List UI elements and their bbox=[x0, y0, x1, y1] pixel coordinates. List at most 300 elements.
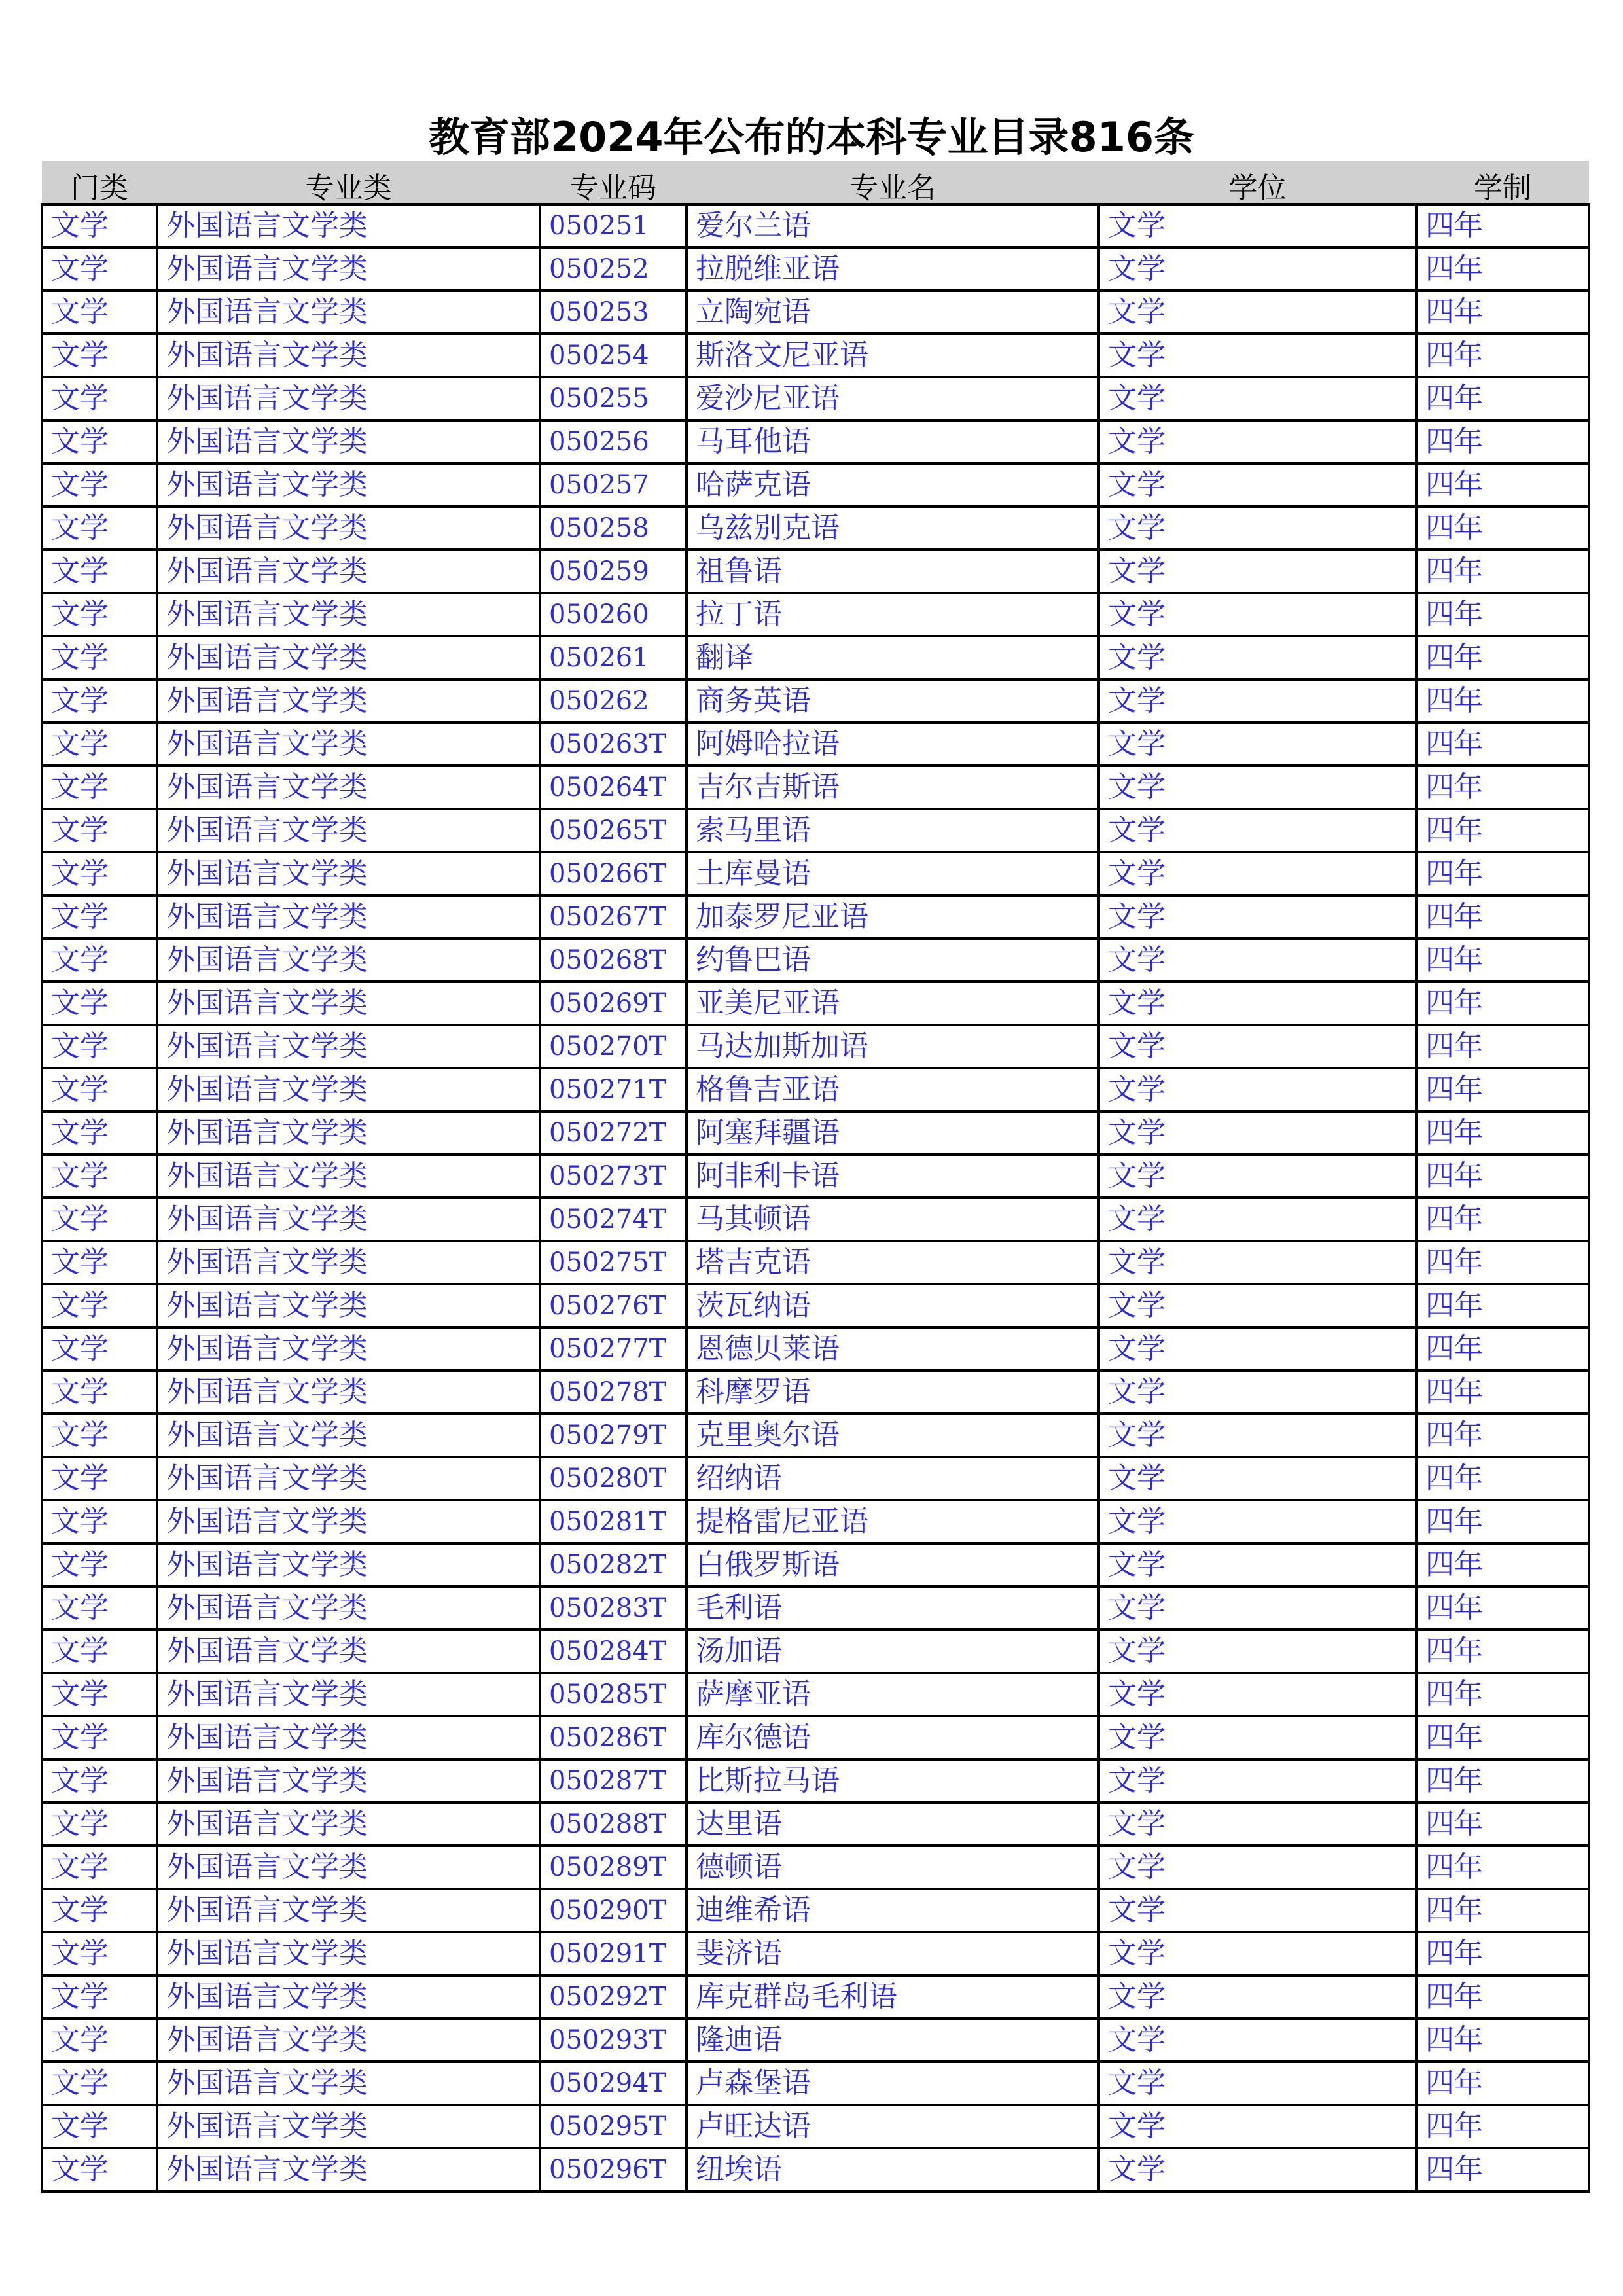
table-row bbox=[42, 809, 1589, 852]
major-name-cell: 索马里语 bbox=[687, 809, 1099, 852]
category-cell: 文学 bbox=[42, 550, 157, 593]
category-cell: 文学 bbox=[42, 1975, 157, 2018]
major-code-cell: 050258 bbox=[540, 507, 687, 550]
major-code-cell: 050286T bbox=[540, 1716, 687, 1759]
table-row bbox=[42, 1327, 1589, 1371]
degree-cell: 文学 bbox=[1099, 291, 1416, 334]
major-class-cell: 外国语言文学类 bbox=[157, 377, 540, 420]
table-row bbox=[42, 550, 1589, 593]
duration-cell: 四年 bbox=[1416, 1846, 1589, 1889]
major-name-cell: 约鲁巴语 bbox=[687, 939, 1099, 982]
major-name-cell: 茨瓦纳语 bbox=[687, 1284, 1099, 1327]
duration-cell: 四年 bbox=[1416, 1500, 1589, 1543]
table-row bbox=[42, 1025, 1589, 1068]
duration-cell: 四年 bbox=[1416, 593, 1589, 636]
duration-cell: 四年 bbox=[1416, 1327, 1589, 1371]
major-code-cell: 050294T bbox=[540, 2062, 687, 2105]
degree-cell: 文学 bbox=[1099, 2105, 1416, 2148]
major-name-cell: 马达加斯加语 bbox=[687, 1025, 1099, 1068]
category-cell: 文学 bbox=[42, 723, 157, 766]
table-row bbox=[42, 982, 1589, 1025]
major-code-cell: 050253 bbox=[540, 291, 687, 334]
category-cell: 文学 bbox=[42, 895, 157, 939]
column-header-category: 门类 bbox=[42, 161, 157, 204]
degree-cell: 文学 bbox=[1099, 1198, 1416, 1241]
major-code-cell: 050283T bbox=[540, 1587, 687, 1630]
major-name-cell: 汤加语 bbox=[687, 1630, 1099, 1673]
category-cell: 文学 bbox=[42, 1932, 157, 1975]
major-code-cell: 050274T bbox=[540, 1198, 687, 1241]
table-row bbox=[42, 1457, 1589, 1500]
category-cell: 文学 bbox=[42, 636, 157, 679]
major-name-cell: 亚美尼亚语 bbox=[687, 982, 1099, 1025]
degree-cell: 文学 bbox=[1099, 2018, 1416, 2062]
major-code-cell: 050257 bbox=[540, 463, 687, 507]
major-name-cell: 土库曼语 bbox=[687, 852, 1099, 895]
degree-cell: 文学 bbox=[1099, 1371, 1416, 1414]
major-class-cell: 外国语言文学类 bbox=[157, 939, 540, 982]
major-code-cell: 050270T bbox=[540, 1025, 687, 1068]
degree-cell: 文学 bbox=[1099, 1673, 1416, 1716]
table-row bbox=[42, 1155, 1589, 1198]
major-code-cell: 050295T bbox=[540, 2105, 687, 2148]
page-title: 教育部2024年公布的本科专业目录816条 bbox=[429, 113, 1194, 161]
table-row bbox=[42, 636, 1589, 679]
category-cell: 文学 bbox=[42, 939, 157, 982]
category-cell: 文学 bbox=[42, 982, 157, 1025]
table-row bbox=[42, 2105, 1589, 2148]
major-class-cell: 外国语言文学类 bbox=[157, 1759, 540, 1803]
duration-cell: 四年 bbox=[1416, 982, 1589, 1025]
category-cell: 文学 bbox=[42, 420, 157, 463]
category-cell: 文学 bbox=[42, 593, 157, 636]
duration-cell: 四年 bbox=[1416, 420, 1589, 463]
table-row bbox=[42, 1500, 1589, 1543]
major-class-cell: 外国语言文学类 bbox=[157, 1587, 540, 1630]
degree-cell: 文学 bbox=[1099, 550, 1416, 593]
major-code-cell: 050271T bbox=[540, 1068, 687, 1111]
major-code-cell: 050280T bbox=[540, 1457, 687, 1500]
major-code-cell: 050284T bbox=[540, 1630, 687, 1673]
major-class-cell: 外国语言文学类 bbox=[157, 809, 540, 852]
major-class-cell: 外国语言文学类 bbox=[157, 1025, 540, 1068]
category-cell: 文学 bbox=[42, 1025, 157, 1068]
table-row bbox=[42, 939, 1589, 982]
degree-cell: 文学 bbox=[1099, 939, 1416, 982]
major-class-cell: 外国语言文学类 bbox=[157, 507, 540, 550]
major-class-cell: 外国语言文学类 bbox=[157, 1975, 540, 2018]
degree-cell: 文学 bbox=[1099, 593, 1416, 636]
category-cell: 文学 bbox=[42, 1587, 157, 1630]
major-name-cell: 吉尔吉斯语 bbox=[687, 766, 1099, 809]
major-class-cell: 外国语言文学类 bbox=[157, 2148, 540, 2191]
category-cell: 文学 bbox=[42, 1327, 157, 1371]
degree-cell: 文学 bbox=[1099, 809, 1416, 852]
major-class-cell: 外国语言文学类 bbox=[157, 1889, 540, 1932]
major-class-cell: 外国语言文学类 bbox=[157, 1111, 540, 1155]
category-cell: 文学 bbox=[42, 1630, 157, 1673]
major-name-cell: 阿非利卡语 bbox=[687, 1155, 1099, 1198]
major-code-cell: 050293T bbox=[540, 2018, 687, 2062]
degree-cell: 文学 bbox=[1099, 1155, 1416, 1198]
degree-cell: 文学 bbox=[1099, 420, 1416, 463]
degree-cell: 文学 bbox=[1099, 1587, 1416, 1630]
table-row bbox=[42, 1587, 1589, 1630]
major-code-cell: 050267T bbox=[540, 895, 687, 939]
table-row bbox=[42, 723, 1589, 766]
major-code-cell: 050292T bbox=[540, 1975, 687, 2018]
major-name-cell: 商务英语 bbox=[687, 679, 1099, 723]
category-cell: 文学 bbox=[42, 1543, 157, 1587]
category-cell: 文学 bbox=[42, 1889, 157, 1932]
category-cell: 文学 bbox=[42, 1414, 157, 1457]
major-name-cell: 达里语 bbox=[687, 1803, 1099, 1846]
major-name-cell: 拉脱维亚语 bbox=[687, 247, 1099, 291]
major-class-cell: 外国语言文学类 bbox=[157, 1716, 540, 1759]
table-row bbox=[42, 2018, 1589, 2062]
major-class-cell: 外国语言文学类 bbox=[157, 1500, 540, 1543]
major-code-cell: 050279T bbox=[540, 1414, 687, 1457]
table-row bbox=[42, 1068, 1589, 1111]
major-class-cell: 外国语言文学类 bbox=[157, 1457, 540, 1500]
major-name-cell: 卢森堡语 bbox=[687, 2062, 1099, 2105]
major-name-cell: 哈萨克语 bbox=[687, 463, 1099, 507]
table-row bbox=[42, 1803, 1589, 1846]
category-cell: 文学 bbox=[42, 809, 157, 852]
category-cell: 文学 bbox=[42, 679, 157, 723]
major-name-cell: 比斯拉马语 bbox=[687, 1759, 1099, 1803]
category-cell: 文学 bbox=[42, 852, 157, 895]
major-name-cell: 马其顿语 bbox=[687, 1198, 1099, 1241]
category-cell: 文学 bbox=[42, 1803, 157, 1846]
major-code-cell: 050269T bbox=[540, 982, 687, 1025]
table-row bbox=[42, 377, 1589, 420]
degree-cell: 文学 bbox=[1099, 1241, 1416, 1284]
column-header-duration: 学制 bbox=[1416, 161, 1589, 204]
major-code-cell: 050272T bbox=[540, 1111, 687, 1155]
table-row bbox=[42, 1371, 1589, 1414]
major-name-cell: 阿姆哈拉语 bbox=[687, 723, 1099, 766]
major-name-cell: 提格雷尼亚语 bbox=[687, 1500, 1099, 1543]
table-row bbox=[42, 1241, 1589, 1284]
major-class-cell: 外国语言文学类 bbox=[157, 334, 540, 377]
major-name-cell: 爱沙尼亚语 bbox=[687, 377, 1099, 420]
duration-cell: 四年 bbox=[1416, 1025, 1589, 1068]
major-code-cell: 050262 bbox=[540, 679, 687, 723]
major-code-cell: 050264T bbox=[540, 766, 687, 809]
major-name-cell: 祖鲁语 bbox=[687, 550, 1099, 593]
table-row bbox=[42, 204, 1589, 247]
table-row bbox=[42, 1111, 1589, 1155]
duration-cell: 四年 bbox=[1416, 2105, 1589, 2148]
duration-cell: 四年 bbox=[1416, 2062, 1589, 2105]
major-class-cell: 外国语言文学类 bbox=[157, 1155, 540, 1198]
major-name-cell: 德顿语 bbox=[687, 1846, 1099, 1889]
degree-cell: 文学 bbox=[1099, 1803, 1416, 1846]
duration-cell: 四年 bbox=[1416, 723, 1589, 766]
table-row bbox=[42, 463, 1589, 507]
table-row bbox=[42, 420, 1589, 463]
major-class-cell: 外国语言文学类 bbox=[157, 1543, 540, 1587]
duration-cell: 四年 bbox=[1416, 247, 1589, 291]
duration-cell: 四年 bbox=[1416, 1889, 1589, 1932]
major-class-cell: 外国语言文学类 bbox=[157, 2018, 540, 2062]
major-class-cell: 外国语言文学类 bbox=[157, 247, 540, 291]
table-row bbox=[42, 593, 1589, 636]
category-cell: 文学 bbox=[42, 1284, 157, 1327]
degree-cell: 文学 bbox=[1099, 766, 1416, 809]
major-class-cell: 外国语言文学类 bbox=[157, 852, 540, 895]
duration-cell: 四年 bbox=[1416, 679, 1589, 723]
duration-cell: 四年 bbox=[1416, 1759, 1589, 1803]
major-class-cell: 外国语言文学类 bbox=[157, 1284, 540, 1327]
major-name-cell: 拉丁语 bbox=[687, 593, 1099, 636]
degree-cell: 文学 bbox=[1099, 723, 1416, 766]
major-name-cell: 克里奥尔语 bbox=[687, 1414, 1099, 1457]
duration-cell: 四年 bbox=[1416, 377, 1589, 420]
category-cell: 文学 bbox=[42, 2148, 157, 2191]
major-code-cell: 050281T bbox=[540, 1500, 687, 1543]
major-code-cell: 050289T bbox=[540, 1846, 687, 1889]
header-row bbox=[42, 161, 1589, 204]
duration-cell: 四年 bbox=[1416, 507, 1589, 550]
degree-cell: 文学 bbox=[1099, 2148, 1416, 2191]
major-name-cell: 恩德贝莱语 bbox=[687, 1327, 1099, 1371]
table-row bbox=[42, 1846, 1589, 1889]
major-name-cell: 立陶宛语 bbox=[687, 291, 1099, 334]
major-code-cell: 050282T bbox=[540, 1543, 687, 1587]
table-row bbox=[42, 247, 1589, 291]
duration-cell: 四年 bbox=[1416, 1716, 1589, 1759]
major-name-cell: 绍纳语 bbox=[687, 1457, 1099, 1500]
degree-cell: 文学 bbox=[1099, 1630, 1416, 1673]
table-row bbox=[42, 2148, 1589, 2191]
major-class-cell: 外国语言文学类 bbox=[157, 204, 540, 247]
table-row bbox=[42, 291, 1589, 334]
category-cell: 文学 bbox=[42, 1846, 157, 1889]
table-row bbox=[42, 1759, 1589, 1803]
degree-cell: 文学 bbox=[1099, 1543, 1416, 1587]
duration-cell: 四年 bbox=[1416, 1457, 1589, 1500]
duration-cell: 四年 bbox=[1416, 1111, 1589, 1155]
category-cell: 文学 bbox=[42, 2062, 157, 2105]
category-cell: 文学 bbox=[42, 1716, 157, 1759]
major-code-cell: 050259 bbox=[540, 550, 687, 593]
major-name-cell: 马耳他语 bbox=[687, 420, 1099, 463]
major-class-cell: 外国语言文学类 bbox=[157, 1803, 540, 1846]
major-class-cell: 外国语言文学类 bbox=[157, 463, 540, 507]
major-class-cell: 外国语言文学类 bbox=[157, 1327, 540, 1371]
duration-cell: 四年 bbox=[1416, 939, 1589, 982]
degree-cell: 文学 bbox=[1099, 679, 1416, 723]
major-name-cell: 爱尔兰语 bbox=[687, 204, 1099, 247]
major-name-cell: 迪维希语 bbox=[687, 1889, 1099, 1932]
major-name-cell: 乌兹别克语 bbox=[687, 507, 1099, 550]
major-name-cell: 斯洛文尼亚语 bbox=[687, 334, 1099, 377]
degree-cell: 文学 bbox=[1099, 1457, 1416, 1500]
major-name-cell: 隆迪语 bbox=[687, 2018, 1099, 2062]
category-cell: 文学 bbox=[42, 1241, 157, 1284]
major-name-cell: 塔吉克语 bbox=[687, 1241, 1099, 1284]
major-class-cell: 外国语言文学类 bbox=[157, 1198, 540, 1241]
degree-cell: 文学 bbox=[1099, 1716, 1416, 1759]
major-name-cell: 毛利语 bbox=[687, 1587, 1099, 1630]
degree-cell: 文学 bbox=[1099, 1846, 1416, 1889]
degree-cell: 文学 bbox=[1099, 895, 1416, 939]
major-name-cell: 库尔德语 bbox=[687, 1716, 1099, 1759]
duration-cell: 四年 bbox=[1416, 2018, 1589, 2062]
major-class-cell: 外国语言文学类 bbox=[157, 1932, 540, 1975]
duration-cell: 四年 bbox=[1416, 291, 1589, 334]
major-code-cell: 050273T bbox=[540, 1155, 687, 1198]
degree-cell: 文学 bbox=[1099, 1759, 1416, 1803]
major-class-cell: 外国语言文学类 bbox=[157, 1630, 540, 1673]
major-code-cell: 050251 bbox=[540, 204, 687, 247]
category-cell: 文学 bbox=[42, 1673, 157, 1716]
degree-cell: 文学 bbox=[1099, 2062, 1416, 2105]
major-code-cell: 050265T bbox=[540, 809, 687, 852]
duration-cell: 四年 bbox=[1416, 204, 1589, 247]
duration-cell: 四年 bbox=[1416, 636, 1589, 679]
category-cell: 文学 bbox=[42, 291, 157, 334]
major-code-cell: 050296T bbox=[540, 2148, 687, 2191]
degree-cell: 文学 bbox=[1099, 247, 1416, 291]
major-code-cell: 050285T bbox=[540, 1673, 687, 1716]
major-code-cell: 050288T bbox=[540, 1803, 687, 1846]
duration-cell: 四年 bbox=[1416, 1155, 1589, 1198]
duration-cell: 四年 bbox=[1416, 852, 1589, 895]
category-cell: 文学 bbox=[42, 463, 157, 507]
duration-cell: 四年 bbox=[1416, 463, 1589, 507]
major-class-cell: 外国语言文学类 bbox=[157, 766, 540, 809]
degree-cell: 文学 bbox=[1099, 334, 1416, 377]
table-row bbox=[42, 1630, 1589, 1673]
major-class-cell: 外国语言文学类 bbox=[157, 550, 540, 593]
duration-cell: 四年 bbox=[1416, 334, 1589, 377]
table-row bbox=[42, 1716, 1589, 1759]
major-class-cell: 外国语言文学类 bbox=[157, 679, 540, 723]
category-cell: 文学 bbox=[42, 766, 157, 809]
major-code-cell: 050261 bbox=[540, 636, 687, 679]
major-code-cell: 050254 bbox=[540, 334, 687, 377]
table-row bbox=[42, 1284, 1589, 1327]
duration-cell: 四年 bbox=[1416, 1975, 1589, 2018]
major-class-cell: 外国语言文学类 bbox=[157, 593, 540, 636]
major-class-cell: 外国语言文学类 bbox=[157, 1068, 540, 1111]
major-name-cell: 纽埃语 bbox=[687, 2148, 1099, 2191]
duration-cell: 四年 bbox=[1416, 895, 1589, 939]
degree-cell: 文学 bbox=[1099, 982, 1416, 1025]
major-code-cell: 050256 bbox=[540, 420, 687, 463]
degree-cell: 文学 bbox=[1099, 1284, 1416, 1327]
duration-cell: 四年 bbox=[1416, 1543, 1589, 1587]
category-cell: 文学 bbox=[42, 377, 157, 420]
major-class-cell: 外国语言文学类 bbox=[157, 1673, 540, 1716]
major-name-cell: 阿塞拜疆语 bbox=[687, 1111, 1099, 1155]
major-name-cell: 卢旺达语 bbox=[687, 2105, 1099, 2148]
column-header-major-code: 专业码 bbox=[540, 161, 687, 204]
duration-cell: 四年 bbox=[1416, 766, 1589, 809]
major-name-cell: 翻译 bbox=[687, 636, 1099, 679]
table-row bbox=[42, 1975, 1589, 2018]
major-name-cell: 白俄罗斯语 bbox=[687, 1543, 1099, 1587]
column-header-major-class: 专业类 bbox=[157, 161, 540, 204]
major-code-cell: 050263T bbox=[540, 723, 687, 766]
category-cell: 文学 bbox=[42, 2018, 157, 2062]
category-cell: 文学 bbox=[42, 1759, 157, 1803]
category-cell: 文学 bbox=[42, 1500, 157, 1543]
table-row bbox=[42, 766, 1589, 809]
duration-cell: 四年 bbox=[1416, 1068, 1589, 1111]
major-name-cell: 加泰罗尼亚语 bbox=[687, 895, 1099, 939]
degree-cell: 文学 bbox=[1099, 463, 1416, 507]
table-row bbox=[42, 852, 1589, 895]
major-class-cell: 外国语言文学类 bbox=[157, 1414, 540, 1457]
duration-cell: 四年 bbox=[1416, 1198, 1589, 1241]
duration-cell: 四年 bbox=[1416, 1241, 1589, 1284]
table-row bbox=[42, 507, 1589, 550]
major-code-cell: 050287T bbox=[540, 1759, 687, 1803]
duration-cell: 四年 bbox=[1416, 1803, 1589, 1846]
category-cell: 文学 bbox=[42, 507, 157, 550]
degree-cell: 文学 bbox=[1099, 1500, 1416, 1543]
major-code-cell: 050276T bbox=[540, 1284, 687, 1327]
degree-cell: 文学 bbox=[1099, 1975, 1416, 2018]
category-cell: 文学 bbox=[42, 1198, 157, 1241]
category-cell: 文学 bbox=[42, 1068, 157, 1111]
duration-cell: 四年 bbox=[1416, 2148, 1589, 2191]
major-class-cell: 外国语言文学类 bbox=[157, 895, 540, 939]
degree-cell: 文学 bbox=[1099, 636, 1416, 679]
degree-cell: 文学 bbox=[1099, 377, 1416, 420]
column-header-degree: 学位 bbox=[1099, 161, 1416, 204]
table-row bbox=[42, 679, 1589, 723]
major-code-cell: 050291T bbox=[540, 1932, 687, 1975]
major-class-cell: 外国语言文学类 bbox=[157, 723, 540, 766]
table-body bbox=[42, 204, 1589, 2191]
major-code-cell: 050255 bbox=[540, 377, 687, 420]
category-cell: 文学 bbox=[42, 247, 157, 291]
major-class-cell: 外国语言文学类 bbox=[157, 1241, 540, 1284]
duration-cell: 四年 bbox=[1416, 1673, 1589, 1716]
major-class-cell: 外国语言文学类 bbox=[157, 291, 540, 334]
table-row bbox=[42, 1932, 1589, 1975]
duration-cell: 四年 bbox=[1416, 1414, 1589, 1457]
major-catalog-table bbox=[41, 161, 1590, 2193]
degree-cell: 文学 bbox=[1099, 852, 1416, 895]
major-code-cell: 050277T bbox=[540, 1327, 687, 1371]
major-class-cell: 外国语言文学类 bbox=[157, 2062, 540, 2105]
degree-cell: 文学 bbox=[1099, 1414, 1416, 1457]
major-class-cell: 外国语言文学类 bbox=[157, 2105, 540, 2148]
major-class-cell: 外国语言文学类 bbox=[157, 1846, 540, 1889]
degree-cell: 文学 bbox=[1099, 1025, 1416, 1068]
category-cell: 文学 bbox=[42, 2105, 157, 2148]
category-cell: 文学 bbox=[42, 1111, 157, 1155]
table-row bbox=[42, 1414, 1589, 1457]
major-class-cell: 外国语言文学类 bbox=[157, 1371, 540, 1414]
major-code-cell: 050278T bbox=[540, 1371, 687, 1414]
duration-cell: 四年 bbox=[1416, 1371, 1589, 1414]
degree-cell: 文学 bbox=[1099, 1327, 1416, 1371]
table-row bbox=[42, 334, 1589, 377]
category-cell: 文学 bbox=[42, 1457, 157, 1500]
major-code-cell: 050268T bbox=[540, 939, 687, 982]
major-class-cell: 外国语言文学类 bbox=[157, 636, 540, 679]
column-header-major-name: 专业名 bbox=[687, 161, 1099, 204]
table-row bbox=[42, 1889, 1589, 1932]
major-name-cell: 斐济语 bbox=[687, 1932, 1099, 1975]
